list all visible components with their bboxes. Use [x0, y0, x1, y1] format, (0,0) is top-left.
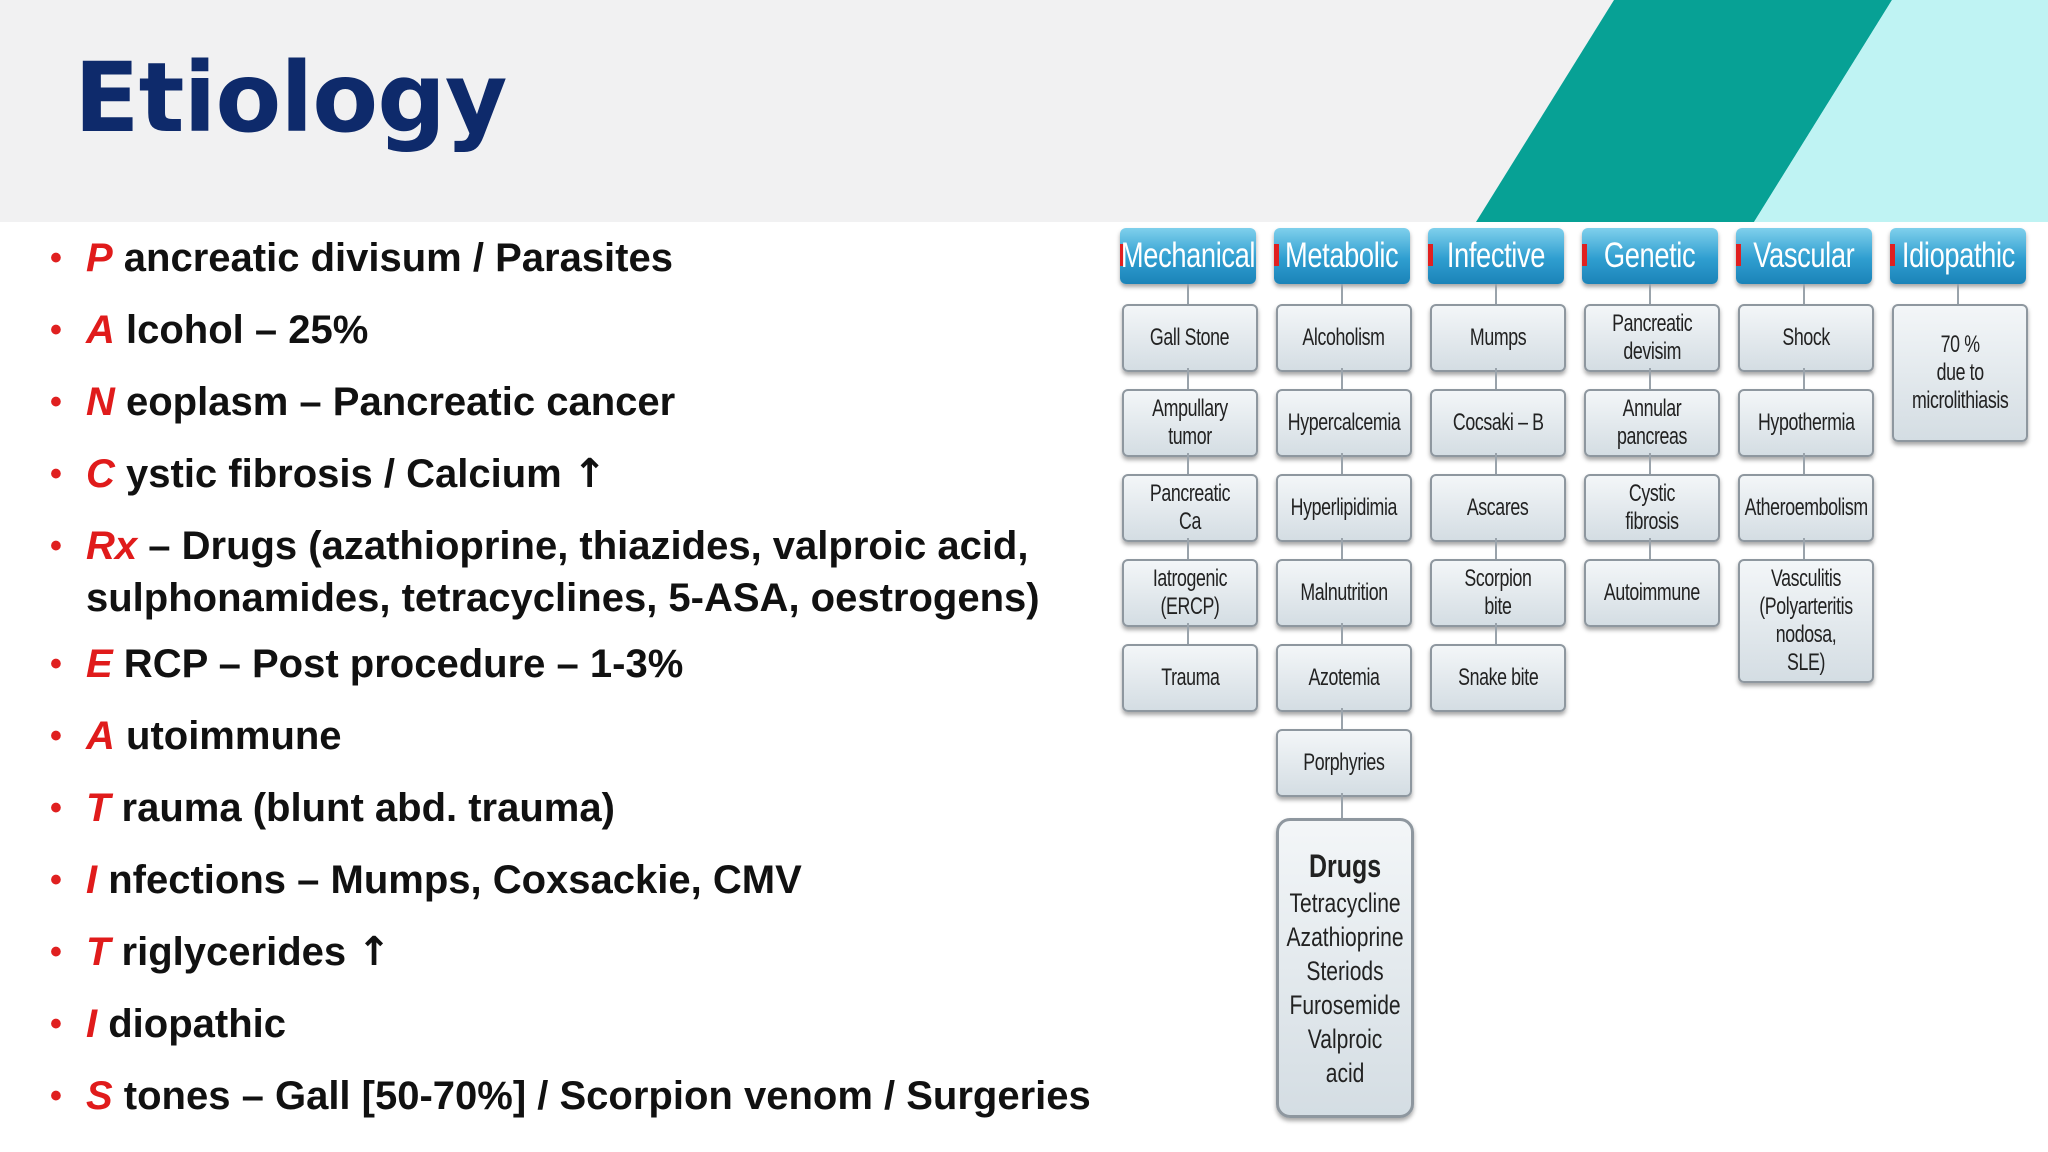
- mnemonic-letter: A: [86, 308, 115, 352]
- connector-line: [1649, 453, 1651, 474]
- cause-label: Autoimmune: [1603, 579, 1700, 606]
- bullet-dot: •: [50, 645, 62, 683]
- mnemonic-letter: T: [86, 786, 111, 830]
- cause-box: [1430, 389, 1566, 457]
- mnemonic-letter: P: [86, 236, 113, 280]
- bullet-dot: •: [50, 861, 62, 899]
- header-marker: [1274, 244, 1279, 266]
- cause-box: [1430, 304, 1566, 372]
- bullet-text: – Drugs (azathioprine, thiazides, valproic acid, sulphonamides, tetracyclines, 5-ASA, oestrogens): [86, 524, 1040, 620]
- cause-box: [1276, 729, 1412, 797]
- header-marker: [1736, 244, 1741, 266]
- bullet-item: [48, 1070, 1128, 1122]
- drugs-box: [1276, 818, 1414, 1118]
- category-header-label: Idiopathic: [1901, 236, 2015, 275]
- cause-box: [1738, 474, 1874, 542]
- cause-box: [1276, 474, 1412, 542]
- cause-label: Shock: [1782, 324, 1830, 351]
- header-marker: [1582, 244, 1587, 266]
- bullet-text: diopathic: [97, 1002, 287, 1046]
- cause-box: [1122, 474, 1258, 542]
- cause-label: 70 % due to microlithiasis: [1911, 331, 2009, 414]
- bullet-text: tones – Gall [50-70%] / Scorpion venom / Surgeries: [112, 1074, 1091, 1118]
- cause-label: Hypothermia: [1757, 409, 1855, 436]
- cause-box: [1584, 559, 1720, 627]
- mnemonic-letter: Rx: [86, 524, 138, 568]
- cause-label: Pancreatic Ca: [1149, 480, 1231, 535]
- drugs-title: Drugs: [1308, 848, 1382, 884]
- connector-line: [1649, 284, 1651, 304]
- bullet-item: [48, 710, 1128, 762]
- connector-line: [1495, 623, 1497, 644]
- bullet-item: [48, 376, 1128, 428]
- cause-box: [1584, 389, 1720, 457]
- cause-label: Scorpion bite: [1464, 565, 1532, 620]
- connector-line: [1341, 284, 1343, 304]
- bullet-dot: •: [50, 311, 62, 349]
- category-header-label: Genetic: [1604, 236, 1696, 275]
- mnemonic-letter: A: [86, 714, 115, 758]
- etiology-bullet-list: [48, 232, 1128, 1142]
- connector-line: [1341, 708, 1343, 729]
- mnemonic-letter: I: [86, 858, 98, 902]
- bullet-text: riglycerides: [110, 930, 358, 974]
- cause-label: Hyperlipidimia: [1290, 494, 1398, 521]
- bullet-dot: •: [50, 527, 62, 565]
- bullet-dot: •: [50, 239, 62, 277]
- connector-line: [1495, 538, 1497, 559]
- cause-label: Iatrogenic (ERCP): [1152, 565, 1228, 620]
- connector-line: [1495, 453, 1497, 474]
- connector-line: [1341, 368, 1343, 389]
- connector-line: [1341, 538, 1343, 559]
- connector-line: [1187, 623, 1189, 644]
- bullet-text: RCP – Post procedure – 1-3%: [112, 642, 684, 686]
- bullet-text: eoplasm – Pancreatic cancer: [114, 380, 676, 424]
- cause-label: Pancreatic devisim: [1611, 310, 1693, 365]
- bullet-item: [48, 998, 1128, 1050]
- bullet-item: [48, 854, 1128, 906]
- cause-box: [1430, 559, 1566, 627]
- cause-label: Snake bite: [1457, 664, 1539, 691]
- etiology-classification-diagram: [1116, 228, 2036, 1128]
- bullet-dot: •: [50, 933, 62, 971]
- category-header-label: Mechanical: [1120, 236, 1256, 275]
- bullet-item: [48, 232, 1128, 284]
- cause-box: [1738, 559, 1874, 683]
- cause-label: Azotemia: [1308, 664, 1380, 691]
- cause-box: [1738, 389, 1874, 457]
- bullet-item: [48, 520, 1128, 624]
- up-arrow-icon: ↑: [357, 929, 391, 975]
- mnemonic-letter: S: [86, 1074, 113, 1118]
- category-header-label: Metabolic: [1285, 236, 1399, 275]
- cause-label: Annular pancreas: [1616, 395, 1688, 450]
- connector-line: [1341, 623, 1343, 644]
- cause-label: Hypercalcemia: [1287, 409, 1401, 436]
- drug-item: Tetracycline: [1289, 888, 1401, 918]
- category-header: [1274, 228, 1410, 284]
- drug-item: Azathioprine: [1286, 922, 1404, 952]
- cause-box: [1122, 559, 1258, 627]
- cause-label: Vasculitis (Polyarteritis nodosa, SLE): [1759, 565, 1853, 676]
- connector-line: [1187, 284, 1189, 304]
- bullet-item: [48, 638, 1128, 690]
- slide-title: Etiology: [74, 42, 507, 154]
- cause-box: [1122, 389, 1258, 457]
- bullet-dot: •: [50, 383, 62, 421]
- category-header-label: Vascular: [1753, 236, 1855, 275]
- cause-label: Ascares: [1467, 494, 1529, 521]
- bullet-text: ystic fibrosis / Calcium: [114, 452, 573, 496]
- connector-line: [1495, 368, 1497, 389]
- cause-label: Atheroembolism: [1744, 494, 1868, 521]
- bullet-dot: •: [50, 789, 62, 827]
- cause-label: Ampullary tumor: [1152, 395, 1228, 450]
- cause-box: [1122, 304, 1258, 372]
- cause-label: Cocsaki – B: [1452, 409, 1544, 436]
- cause-label: Gall Stone: [1150, 324, 1230, 351]
- cause-label: Cystic fibrosis: [1625, 480, 1679, 535]
- connector-line: [1803, 284, 1805, 304]
- category-header: [1120, 228, 1256, 284]
- bullet-item: [48, 304, 1128, 356]
- cause-box: [1584, 304, 1720, 372]
- mnemonic-letter: C: [86, 452, 115, 496]
- cause-box: [1122, 644, 1258, 712]
- bullet-dot: •: [50, 1077, 62, 1115]
- connector-line: [1495, 284, 1497, 304]
- category-header: [1582, 228, 1718, 284]
- cause-label: Malnutrition: [1300, 579, 1388, 606]
- bullet-item: [48, 926, 1128, 978]
- connector-line: [1341, 793, 1343, 818]
- bullet-item: [48, 782, 1128, 834]
- cause-label: Porphyries: [1303, 749, 1385, 776]
- bullet-dot: •: [50, 1005, 62, 1043]
- bullet-text: nfections – Mumps, Coxsackie, CMV: [97, 858, 802, 902]
- drug-item: Furosemide: [1289, 990, 1401, 1020]
- cause-label: Mumps: [1469, 324, 1527, 351]
- cause-box: [1276, 559, 1412, 627]
- cause-box: [1276, 389, 1412, 457]
- connector-line: [1803, 368, 1805, 389]
- bullet-text: utoimmune: [114, 714, 342, 758]
- title-banner: [0, 0, 2048, 222]
- bullet-text: ancreatic divisum / Parasites: [112, 236, 673, 280]
- cause-box: [1276, 644, 1412, 712]
- mnemonic-letter: E: [86, 642, 113, 686]
- header-marker: [1428, 244, 1433, 266]
- cause-label: Trauma: [1160, 664, 1220, 691]
- bullet-dot: •: [50, 455, 62, 493]
- bullet-dot: •: [50, 717, 62, 755]
- category-header: [1736, 228, 1872, 284]
- mnemonic-letter: T: [86, 930, 111, 974]
- connector-line: [1649, 538, 1651, 559]
- cause-box: [1430, 474, 1566, 542]
- cause-box: [1276, 304, 1412, 372]
- connector-line: [1341, 453, 1343, 474]
- drugs-list: [1286, 846, 1403, 1090]
- drug-item: Steriods: [1306, 956, 1384, 986]
- connector-line: [1803, 538, 1805, 559]
- cause-box: [1738, 304, 1874, 372]
- connector-line: [1803, 453, 1805, 474]
- cause-box: [1430, 644, 1566, 712]
- up-arrow-icon: ↑: [572, 451, 607, 497]
- connector-line: [1957, 284, 1959, 304]
- category-header-label: Infective: [1446, 236, 1546, 275]
- cause-label: Alcoholism: [1302, 324, 1386, 351]
- category-header: [1890, 228, 2026, 284]
- mnemonic-letter: N: [86, 380, 115, 424]
- bullet-text: rauma (blunt abd. trauma): [110, 786, 615, 830]
- connector-line: [1187, 368, 1189, 389]
- connector-line: [1187, 538, 1189, 559]
- bullet-item: [48, 448, 1128, 500]
- drug-item: Valproic acid: [1307, 1024, 1383, 1088]
- cause-box: [1584, 474, 1720, 542]
- connector-line: [1187, 453, 1189, 474]
- cause-box: [1892, 304, 2028, 442]
- header-marker: [1890, 244, 1895, 266]
- bullet-text: lcohol – 25%: [114, 308, 369, 352]
- connector-line: [1649, 368, 1651, 389]
- mnemonic-letter: I: [86, 1002, 98, 1046]
- category-header: [1428, 228, 1564, 284]
